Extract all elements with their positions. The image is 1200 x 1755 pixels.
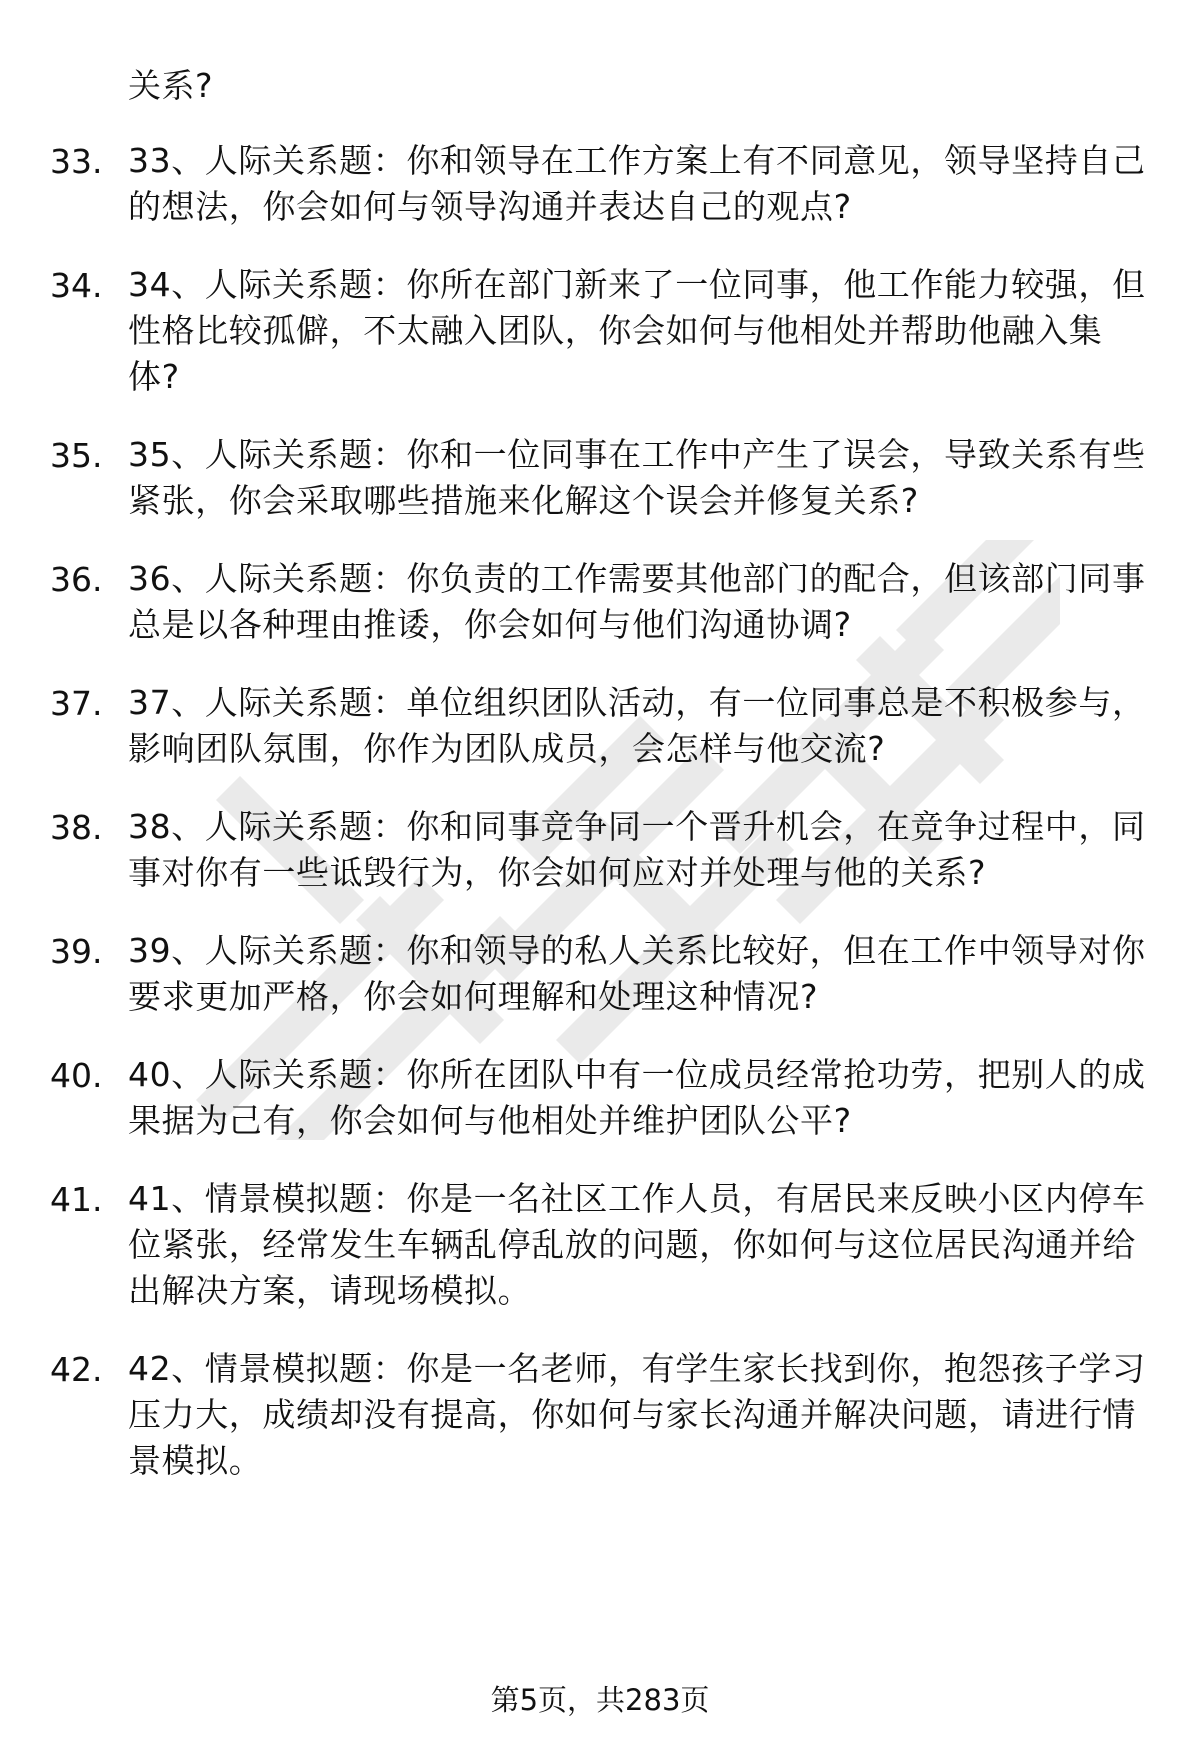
item-text: 36、人际关系题：你负责的工作需要其他部门的配合，但该部门同事总是以各种理由推诿，你会如何与他们沟通协调? bbox=[128, 559, 1146, 644]
page-footer: 第5页，共283页 bbox=[490, 1683, 710, 1717]
item-text: 38、人际关系题：你和同事竞争同一个晋升机会，在竞争过程中，同事对你有一些诋毁行为，你会如何应对并处理与他的关系? bbox=[128, 807, 1146, 892]
item-number: 36. bbox=[50, 560, 103, 599]
item-text: 42、情景模拟题：你是一名老师，有学生家长找到你，抱怨孩子学习压力大，成绩却没有提高，你如何与家长沟通并解决问题，请进行情景模拟。 bbox=[128, 1349, 1146, 1480]
list-item bbox=[0, 1176, 1200, 1314]
continued-text: 关系? bbox=[128, 66, 214, 105]
item-text: 35、人际关系题：你和一位同事在工作中产生了误会，导致关系有些紧张，你会采取哪些措施来化解这个误会并修复关系? bbox=[128, 435, 1146, 520]
item-number: 34. bbox=[50, 266, 103, 305]
item-text: 34、人际关系题：你所在部门新来了一位同事，他工作能力较强，但性格比较孤僻，不太融入团队，你会如何与他相处并帮助他融入集体? bbox=[128, 265, 1146, 396]
list-item bbox=[0, 432, 1200, 524]
list-item bbox=[0, 804, 1200, 896]
item-text: 33、人际关系题：你和领导在工作方案上有不同意见，领导坚持自己的想法，你会如何与领导沟通并表达自己的观点? bbox=[128, 141, 1146, 226]
item-number: 33. bbox=[50, 142, 103, 181]
list-item bbox=[0, 556, 1200, 648]
item-number: 40. bbox=[50, 1056, 103, 1095]
item-text: 41、情景模拟题：你是一名社区工作人员，有居民来反映小区内停车位紧张，经常发生车辆乱停乱放的问题，你如何与这位居民沟通并给出解决方案，请现场模拟。 bbox=[128, 1179, 1146, 1310]
item-text: 40、人际关系题：你所在团队中有一位成员经常抢功劳，把别人的成果据为己有，你会如何与他相处并维护团队公平? bbox=[128, 1055, 1146, 1140]
question-list bbox=[0, 138, 1200, 1516]
item-text: 37、人际关系题：单位组织团队活动，有一位同事总是不积极参与，影响团队氛围，你作为团队成员，会怎样与他交流? bbox=[128, 683, 1146, 768]
item-number: 38. bbox=[50, 808, 103, 847]
item-number: 35. bbox=[50, 436, 103, 475]
item-number: 42. bbox=[50, 1350, 103, 1389]
item-number: 37. bbox=[50, 684, 103, 723]
item-number: 39. bbox=[50, 932, 103, 971]
list-item bbox=[0, 1346, 1200, 1484]
list-item bbox=[0, 928, 1200, 1020]
item-number: 41. bbox=[50, 1180, 103, 1219]
list-item bbox=[0, 262, 1200, 400]
list-item bbox=[0, 1052, 1200, 1144]
list-item bbox=[0, 680, 1200, 772]
item-text: 39、人际关系题：你和领导的私人关系比较好，但在工作中领导对你要求更加严格，你会如何理解和处理这种情况? bbox=[128, 931, 1146, 1016]
list-item bbox=[0, 138, 1200, 230]
